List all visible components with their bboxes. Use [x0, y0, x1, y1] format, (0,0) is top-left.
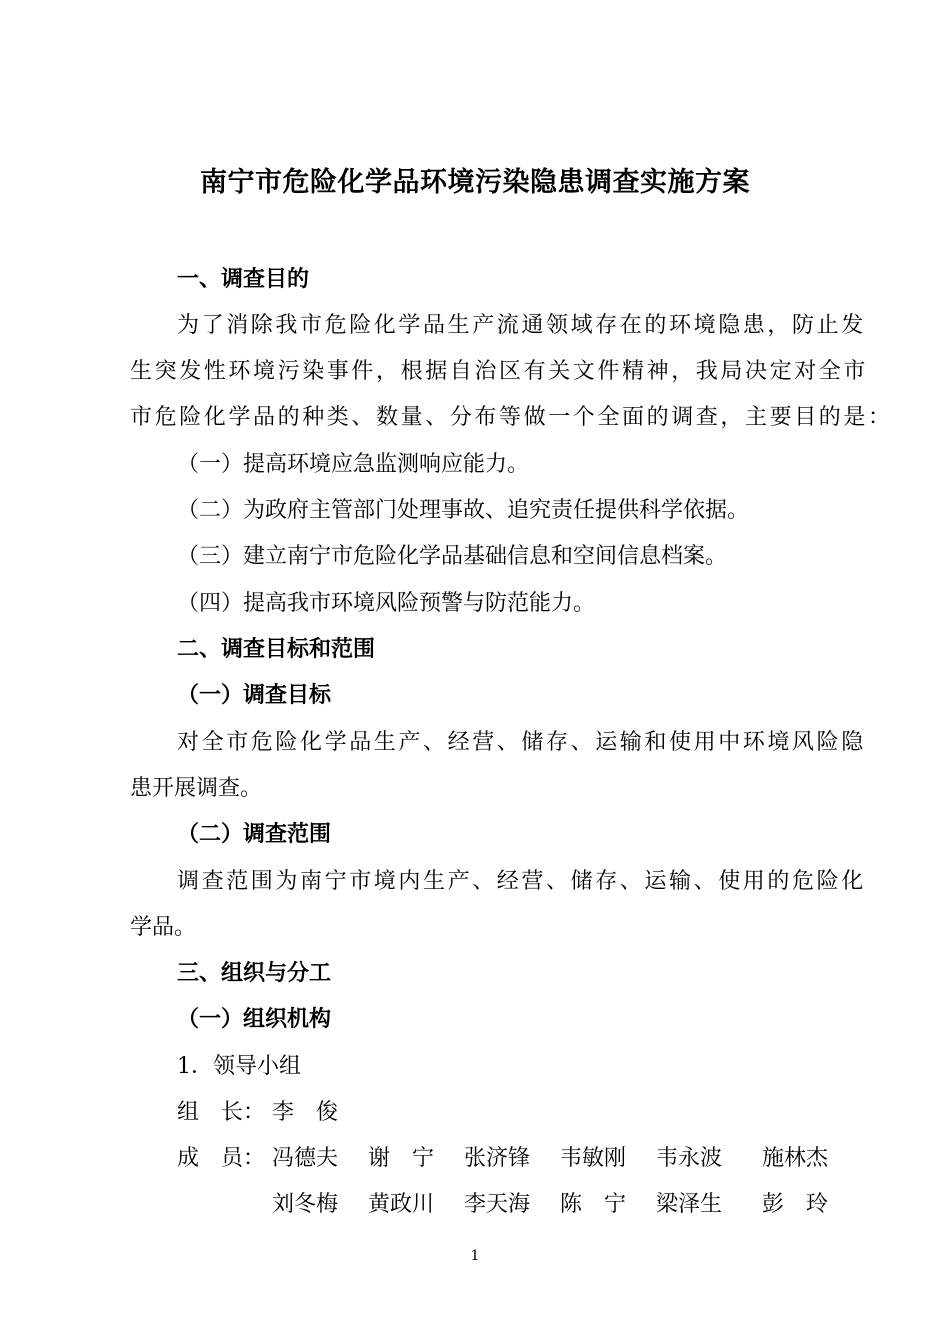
section-1-item-2: （二）为政府主管部门处理事故、追究责任提供科学依据。 [177, 498, 750, 523]
member-name: 韦永波 [656, 1146, 723, 1171]
member-name: 彭 玲 [762, 1192, 829, 1217]
section-1-paragraph-line-1: 为了消除我市危险化学品生产流通领域存在的环境隐患，防止发 [177, 313, 866, 338]
section-1-item-1: （一）提高环境应急监测响应能力。 [177, 452, 530, 477]
member-name: 黄政川 [368, 1192, 435, 1217]
section-1-item-3: （三）建立南宁市危险化学品基础信息和空间信息档案。 [177, 544, 728, 569]
member-name: 冯德夫 [272, 1146, 339, 1171]
section-1-paragraph-line-3: 市危险化学品的种类、数量、分布等做一个全面的调查，主要目的是： [130, 405, 893, 430]
member-name: 梁泽生 [656, 1192, 723, 1217]
section-3-heading: 三、组织与分工 [177, 961, 332, 986]
section-2-sub-1-line-1: 对全市危险化学品生产、经营、储存、运输和使用中环境风险隐 [177, 730, 866, 755]
document-title: 南宁市危险化学品环境污染隐患调查实施方案 [200, 167, 750, 198]
member-name: 李天海 [464, 1192, 531, 1217]
section-1-heading: 一、调查目的 [177, 267, 310, 292]
section-2-sub-2-line-1: 调查范围为南宁市境内生产、经营、储存、运输、使用的危险化 [177, 869, 866, 894]
section-2-sub-2-heading: （二）调查范围 [177, 822, 332, 847]
section-2-sub-1-line-2: 患开展调查。 [130, 776, 263, 801]
member-name: 陈 宁 [560, 1192, 627, 1217]
page-number: 1 [470, 1248, 480, 1264]
leader-label: 组 长： [177, 1100, 266, 1125]
member-name: 张济锋 [464, 1146, 531, 1171]
member-name: 刘冬梅 [272, 1192, 339, 1217]
member-name: 谢 宁 [368, 1146, 435, 1171]
member-name: 韦敏刚 [560, 1146, 627, 1171]
leader-name: 李 俊 [272, 1100, 339, 1125]
section-1-paragraph-line-2: 生突发性环境污染事件，根据自治区有关文件精神，我局决定对全市 [130, 359, 869, 384]
section-3-item-1: 1．领导小组 [177, 1054, 301, 1079]
member-name: 施林杰 [762, 1146, 829, 1171]
section-3-sub-1-heading: （一）组织机构 [177, 1007, 332, 1032]
section-2-sub-1-heading: （一）调查目标 [177, 683, 332, 708]
members-label: 成 员： [177, 1146, 266, 1171]
section-1-item-4: （四）提高我市环境风险预警与防范能力。 [177, 591, 596, 616]
section-2-sub-2-line-2: 学品。 [130, 915, 197, 940]
section-2-heading: 二、调查目标和范围 [177, 637, 376, 662]
